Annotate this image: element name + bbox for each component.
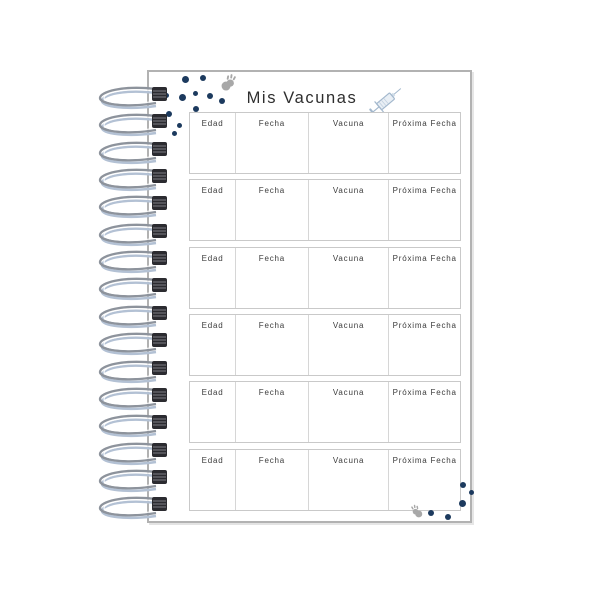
spiral-coil bbox=[96, 84, 171, 114]
column-vacuna bbox=[308, 113, 389, 173]
decor-dot bbox=[172, 131, 177, 136]
column-header-edad: Edad bbox=[201, 119, 224, 128]
column-edad bbox=[190, 382, 235, 442]
page-title: Mis Vacunas bbox=[246, 88, 358, 107]
column-header-fecha: Fecha bbox=[258, 455, 285, 465]
decor-dot bbox=[193, 91, 198, 96]
paw-print-icon bbox=[218, 71, 240, 96]
decor-dot bbox=[200, 75, 206, 81]
spiral-coil bbox=[96, 111, 171, 141]
column-header-edad: Edad bbox=[201, 455, 224, 465]
decor-dot bbox=[428, 510, 434, 516]
spiral-coil bbox=[96, 275, 171, 305]
vaccine-block bbox=[189, 247, 461, 309]
column-fecha bbox=[235, 248, 308, 308]
column-vacuna bbox=[308, 382, 389, 442]
column-header-proxima-fecha: Próxima Fecha bbox=[392, 186, 457, 196]
decor-dot bbox=[445, 514, 451, 520]
vaccine-block bbox=[189, 314, 461, 376]
decor-dot bbox=[219, 98, 225, 104]
decor-dot bbox=[182, 76, 189, 83]
column-header-edad: Edad bbox=[201, 321, 224, 331]
column-header-proxima-fecha: Próxima Fecha bbox=[392, 321, 457, 331]
column-fecha bbox=[235, 315, 308, 375]
column-header-fecha: Fecha bbox=[258, 186, 285, 196]
column-header-vacuna: Vacuna bbox=[332, 321, 365, 331]
column-edad bbox=[190, 450, 235, 510]
column-header-proxima-fecha: Próxima Fecha bbox=[392, 455, 457, 465]
decor-dot bbox=[177, 123, 182, 128]
spiral-coil bbox=[96, 166, 171, 196]
spiral-coil bbox=[96, 467, 171, 497]
column-fecha bbox=[235, 113, 308, 173]
column-header-vacuna: Vacuna bbox=[332, 119, 365, 128]
column-header-vacuna: Vacuna bbox=[332, 388, 365, 398]
vaccine-block bbox=[189, 112, 461, 174]
column-header-vacuna: Vacuna bbox=[332, 186, 365, 196]
column-fecha bbox=[235, 180, 308, 240]
column-header-edad: Edad bbox=[201, 186, 224, 196]
column-proxima-fecha bbox=[388, 450, 460, 510]
column-header-fecha: Fecha bbox=[258, 253, 285, 263]
decor-dot bbox=[207, 93, 213, 99]
decor-dot bbox=[179, 94, 186, 101]
spiral-coil bbox=[96, 303, 171, 333]
decor-dot bbox=[459, 500, 466, 507]
spiral-coil bbox=[96, 385, 171, 415]
column-header-fecha: Fecha bbox=[258, 321, 285, 331]
column-edad bbox=[190, 315, 235, 375]
spiral-coil bbox=[96, 440, 171, 470]
spiral-coil bbox=[96, 330, 171, 360]
spiral-coil bbox=[96, 193, 171, 223]
column-header-proxima-fecha: Próxima Fecha bbox=[392, 388, 457, 398]
paw-print-icon bbox=[408, 503, 425, 521]
column-header-edad: Edad bbox=[201, 253, 224, 263]
column-edad bbox=[190, 180, 235, 240]
column-header-vacuna: Vacuna bbox=[332, 253, 365, 263]
decor-dot bbox=[193, 106, 199, 112]
spiral-coil bbox=[96, 494, 171, 524]
spiral-coil bbox=[96, 358, 171, 388]
vaccine-table bbox=[189, 112, 461, 516]
column-proxima-fecha bbox=[388, 248, 460, 308]
column-vacuna bbox=[308, 315, 389, 375]
spiral-coil bbox=[96, 412, 171, 442]
column-proxima-fecha bbox=[388, 382, 460, 442]
column-edad bbox=[190, 113, 235, 173]
notebook-page bbox=[147, 70, 472, 523]
spiral-coil bbox=[96, 248, 171, 278]
column-vacuna bbox=[308, 180, 389, 240]
spiral-coil bbox=[96, 221, 171, 251]
decor-dot bbox=[469, 490, 474, 495]
column-fecha bbox=[235, 382, 308, 442]
decor-dot bbox=[460, 482, 466, 488]
column-header-fecha: Fecha bbox=[258, 119, 285, 128]
spiral-coil bbox=[96, 139, 171, 169]
column-header-proxima-fecha: Próxima Fecha bbox=[392, 253, 457, 263]
column-proxima-fecha bbox=[388, 315, 460, 375]
column-edad bbox=[190, 248, 235, 308]
column-header-proxima-fecha: Próxima Fecha bbox=[392, 119, 457, 128]
column-fecha bbox=[235, 450, 308, 510]
vaccine-block bbox=[189, 449, 461, 511]
column-header-vacuna: Vacuna bbox=[332, 455, 365, 465]
column-header-fecha: Fecha bbox=[258, 388, 285, 398]
column-header-edad: Edad bbox=[201, 388, 224, 398]
vaccine-block bbox=[189, 381, 461, 443]
page-shadow bbox=[150, 523, 310, 525]
vaccine-block bbox=[189, 179, 461, 241]
column-vacuna bbox=[308, 248, 389, 308]
column-vacuna bbox=[308, 450, 389, 510]
column-proxima-fecha bbox=[388, 180, 460, 240]
column-proxima-fecha bbox=[388, 113, 460, 173]
